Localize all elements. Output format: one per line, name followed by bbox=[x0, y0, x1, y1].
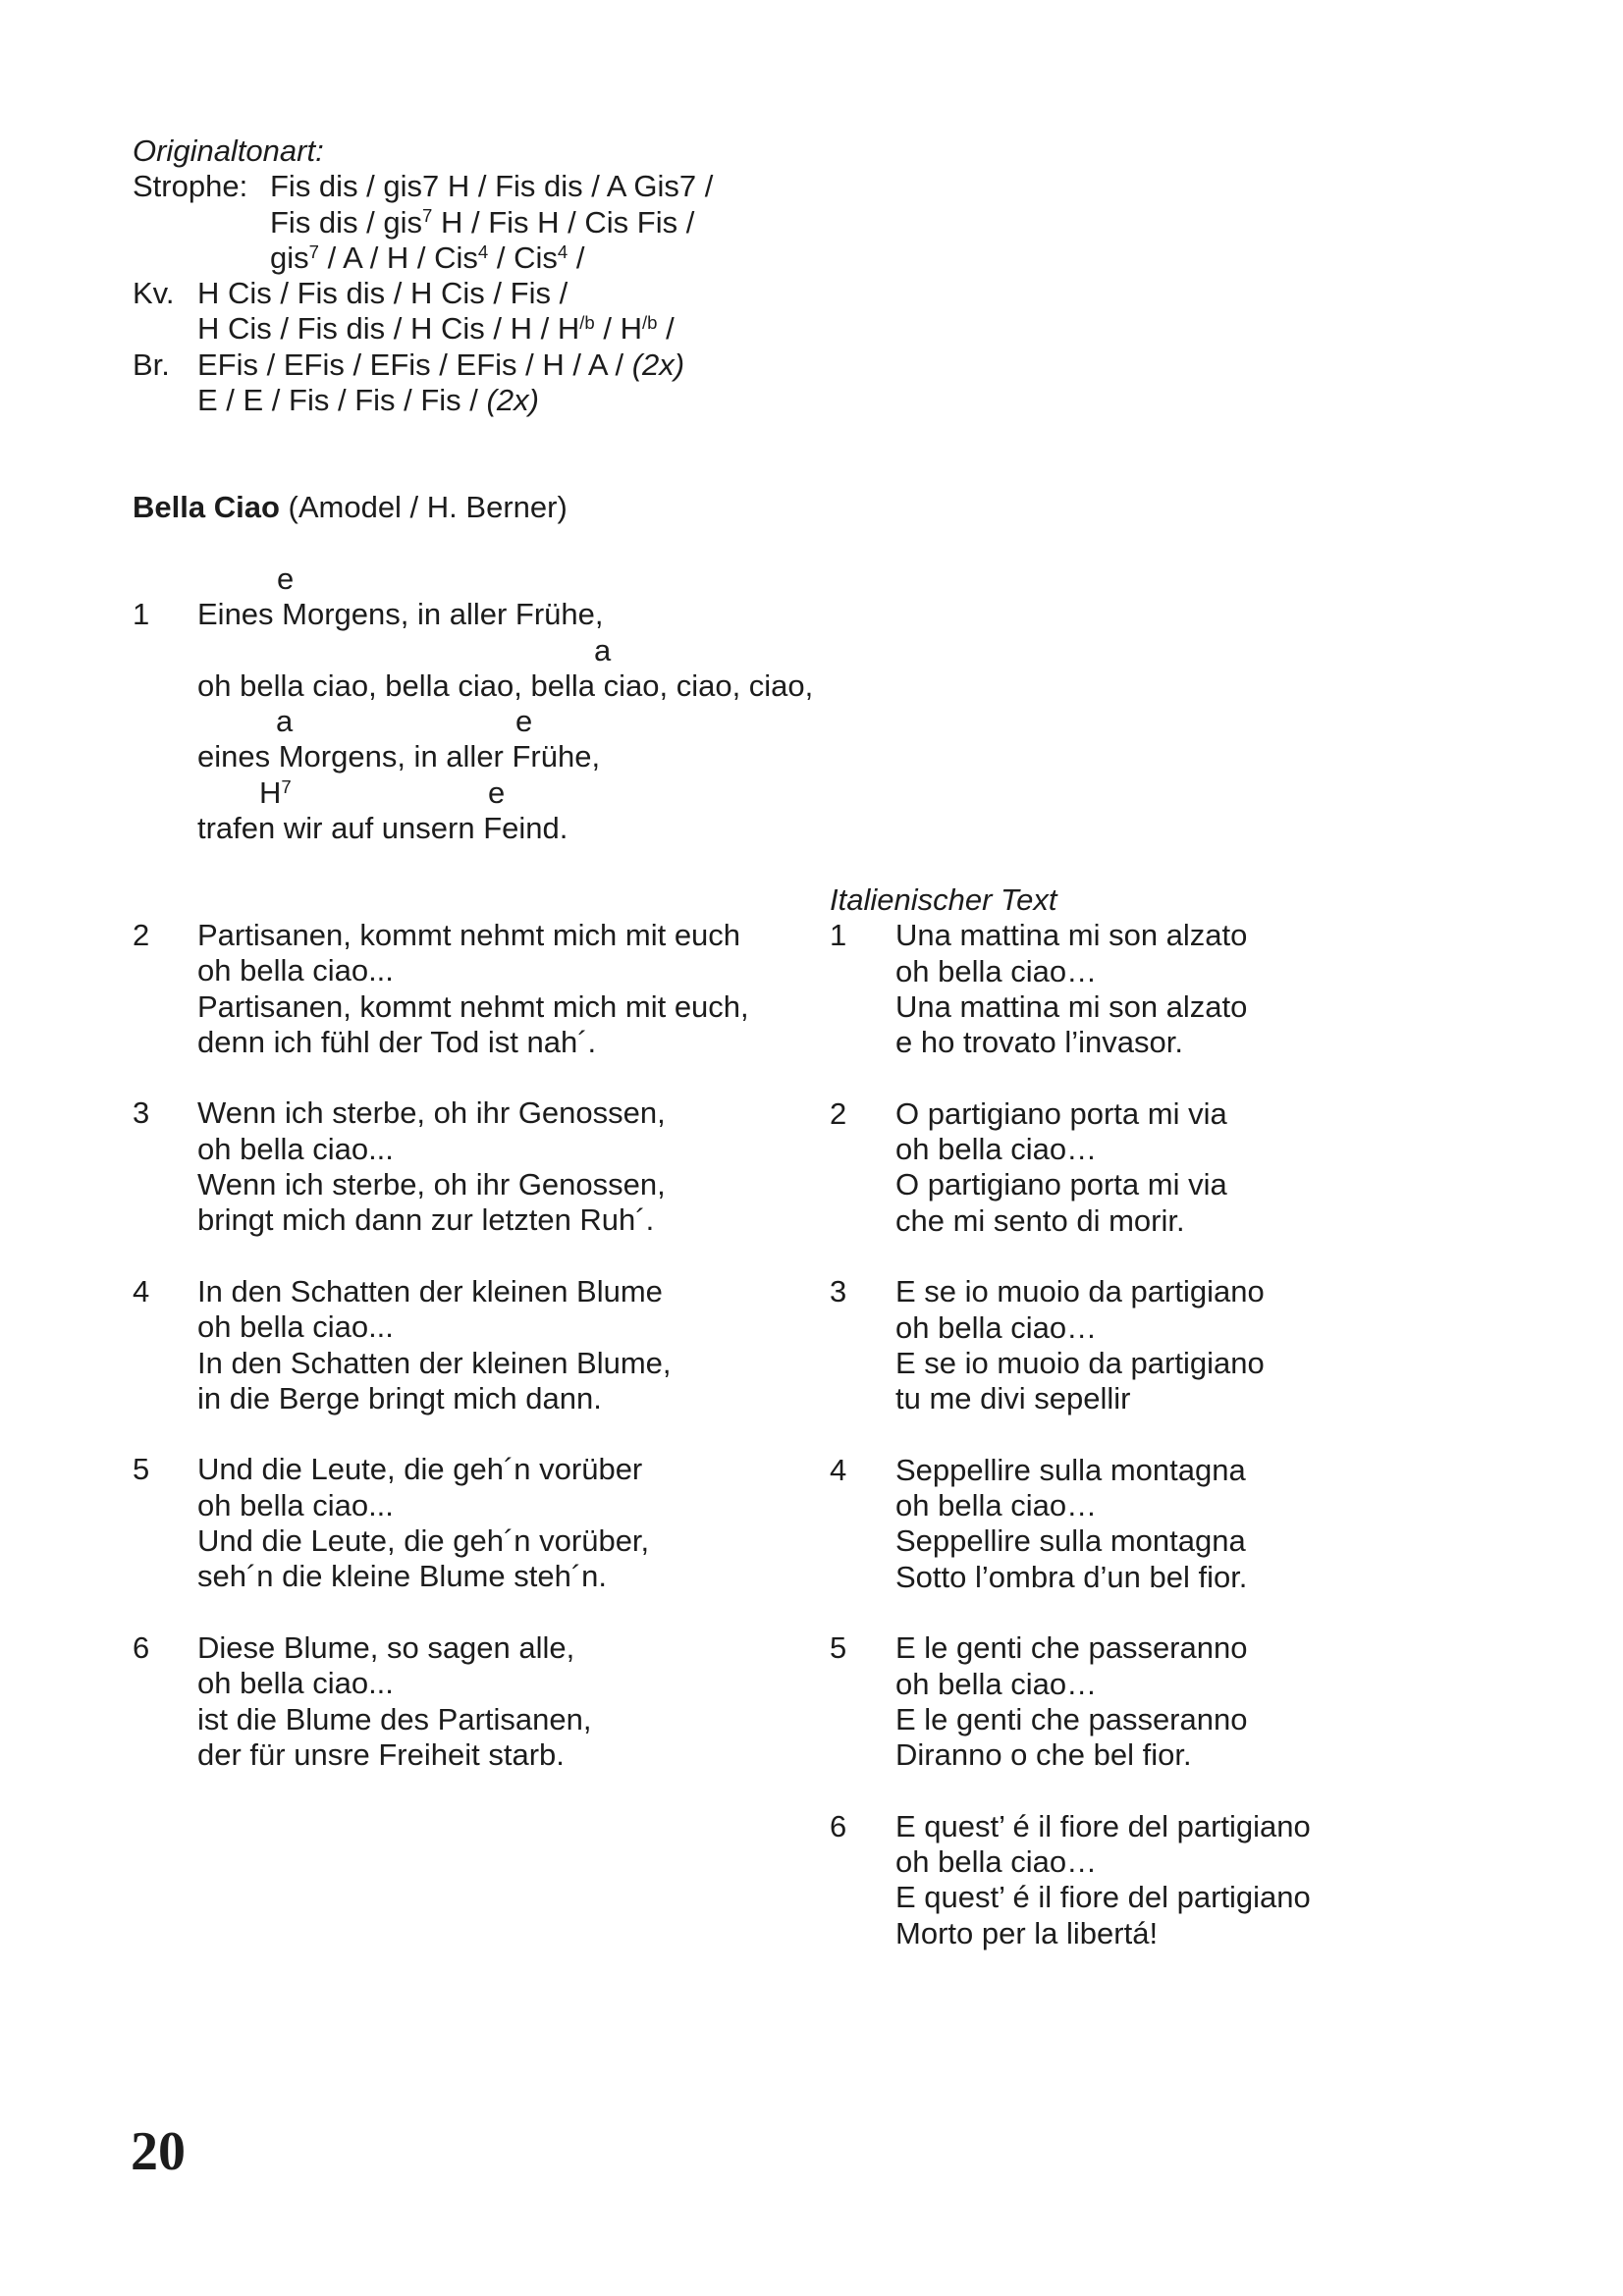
verse-number: 2 bbox=[133, 918, 150, 952]
verse bbox=[133, 1630, 810, 1773]
verse-number: 1 bbox=[830, 918, 847, 953]
verse bbox=[830, 1453, 1517, 1595]
lyric-line: Seppellire sulla montagna bbox=[895, 1523, 1246, 1559]
chord-row bbox=[133, 704, 879, 739]
lyric-row bbox=[133, 739, 879, 774]
lyric-line: E le genti che passeranno bbox=[895, 1701, 1248, 1736]
chord-line: EFis / EFis / EFis / EFis / H / A / (2x) bbox=[197, 347, 685, 382]
verse-number: 5 bbox=[830, 1630, 847, 1666]
verse bbox=[133, 1452, 810, 1594]
lyric-row bbox=[133, 668, 879, 704]
verse-number: 5 bbox=[133, 1452, 150, 1487]
lyric-line: oh bella ciao… bbox=[895, 1666, 1098, 1701]
lyric-line: oh bella ciao... bbox=[197, 953, 394, 988]
verse-number: 3 bbox=[133, 1095, 150, 1131]
chord-line: gis$^7$ / A / H / Cis$^4$ / Cis$^4$ / bbox=[270, 240, 585, 275]
verse bbox=[133, 918, 810, 1060]
lyric-line: Partisanen, kommt nehmt mich mit euch, bbox=[197, 988, 749, 1024]
lyric-line: O partigiano porta mi via bbox=[895, 1095, 1227, 1131]
verse bbox=[830, 1274, 1517, 1416]
lyric-line: oh bella ciao… bbox=[895, 1309, 1098, 1345]
chord-label: $H^7$ bbox=[259, 774, 292, 810]
lyric-line: Wenn ich sterbe, oh ihr Genossen, bbox=[197, 1167, 666, 1202]
lyric-line: oh bella ciao… bbox=[895, 1844, 1098, 1880]
strophe-chord-lines bbox=[270, 169, 713, 276]
verse bbox=[133, 1274, 810, 1416]
lyric-line: E quest’ é il fiore del partigiano bbox=[895, 1880, 1311, 1915]
verse-number: 3 bbox=[830, 1274, 847, 1309]
page-number: 20 bbox=[131, 2121, 186, 2182]
verse-number: 4 bbox=[830, 1452, 847, 1487]
chorus-chord-lines bbox=[197, 276, 675, 347]
chord-label: e bbox=[488, 774, 506, 810]
lyric-line: seh´n die kleine Blume steh´n. bbox=[197, 1559, 608, 1594]
lyric-line: Una mattina mi son alzato bbox=[895, 988, 1248, 1024]
lyric-line: che mi sento di morir. bbox=[895, 1202, 1185, 1238]
lyric-line: denn ich fühl der Tod ist nah´. bbox=[197, 1024, 597, 1059]
verse bbox=[830, 1809, 1517, 1951]
lyric-line: E quest’ é il fiore del partigiano bbox=[895, 1808, 1311, 1843]
lyric-row bbox=[133, 811, 879, 846]
lyric-line: Wenn ich sterbe, oh ihr Genossen, bbox=[197, 1095, 666, 1131]
chord-label: a bbox=[276, 704, 294, 739]
chord-line: H Cis / Fis dis / H Cis / Fis / bbox=[197, 276, 568, 311]
italian-verses bbox=[830, 882, 1517, 1987]
verse-1-with-chords bbox=[133, 561, 879, 846]
strophe-chords bbox=[133, 169, 713, 276]
chord-line: H Cis / Fis dis / H Cis / H / $H^{/b} / H^{/b}$ / bbox=[197, 311, 675, 347]
original-key-title: Originaltonart: bbox=[133, 133, 324, 168]
lyric-line: oh bella ciao… bbox=[895, 1488, 1098, 1523]
verse bbox=[830, 918, 1517, 1060]
verse-number: 6 bbox=[133, 1629, 150, 1665]
chord-label: a bbox=[594, 632, 612, 667]
lyric-line: ist die Blume des Partisanen, bbox=[197, 1701, 592, 1736]
bridge-chords bbox=[133, 347, 713, 419]
lyric-line: bringt mich dann zur letzten Ruh´. bbox=[197, 1202, 655, 1238]
lyric-row bbox=[133, 597, 879, 632]
lyric-line: oh bella ciao... bbox=[197, 1487, 394, 1522]
strophe-label: Strophe: bbox=[133, 169, 248, 204]
chord-label: e bbox=[277, 561, 295, 596]
lyric-line: Partisanen, kommt nehmt mich mit euch bbox=[197, 918, 741, 952]
verse-number: 4 bbox=[133, 1273, 150, 1308]
lyric-line: Diranno o che bel fior. bbox=[895, 1737, 1192, 1773]
lyric-line: oh bella ciao... bbox=[197, 1131, 394, 1166]
bridge-label: Br. bbox=[133, 347, 170, 382]
lyric-line: oh bella ciao… bbox=[895, 953, 1098, 988]
verse-number: 6 bbox=[830, 1808, 847, 1843]
chord-label: e bbox=[515, 704, 533, 739]
lyric-line: der für unsre Freiheit starb. bbox=[197, 1736, 565, 1772]
lyric-line: Seppellire sulla montagna bbox=[895, 1452, 1246, 1487]
lyric-line: oh bella ciao… bbox=[895, 1132, 1098, 1167]
bridge-chord-lines bbox=[197, 347, 684, 419]
lyric-line: Una mattina mi son alzato bbox=[895, 918, 1248, 953]
lyric-line: O partigiano porta mi via bbox=[895, 1167, 1227, 1202]
lyric-line: E se io muoio da partigiano bbox=[895, 1345, 1265, 1380]
original-key-section bbox=[133, 133, 713, 418]
lyric-line: E le genti che passeranno bbox=[895, 1630, 1248, 1666]
italian-heading: Italienischer Text bbox=[830, 882, 1057, 917]
chord-line: Fis dis / gis7 H / Fis dis / A Gis7 / bbox=[270, 169, 714, 204]
lyric-line: In den Schatten der kleinen Blume bbox=[197, 1273, 663, 1308]
lyric-line: Morto per la libertá! bbox=[895, 1915, 1159, 1950]
lyric-line: Und die Leute, die geh´n vorüber bbox=[197, 1452, 643, 1487]
song-title bbox=[133, 490, 568, 525]
song-name: Bella Ciao bbox=[133, 490, 280, 524]
song-credits: (Amodel / H. Berner) bbox=[288, 490, 568, 524]
chorus-chords bbox=[133, 276, 713, 347]
lyric-line: Sotto l’ombra d’un bel fior. bbox=[895, 1559, 1248, 1594]
lyric-line: e ho trovato l’invasor. bbox=[895, 1025, 1183, 1060]
german-verses bbox=[133, 918, 810, 1808]
chord-row bbox=[133, 633, 879, 668]
lyric-line: Diese Blume, so sagen alle, bbox=[197, 1629, 575, 1665]
verse-number: 1 bbox=[133, 597, 150, 632]
chord-row bbox=[133, 561, 879, 597]
verse bbox=[830, 1096, 1517, 1239]
lyric-line: in die Berge bringt mich dann. bbox=[197, 1380, 602, 1415]
lyric-line: Eines Morgens, in aller Frühe, bbox=[197, 597, 604, 632]
lyric-line: Und die Leute, die geh´n vorüber, bbox=[197, 1523, 650, 1559]
verse-number: 2 bbox=[830, 1095, 847, 1131]
chorus-label: Kv. bbox=[133, 276, 175, 311]
lyric-line: oh bella ciao... bbox=[197, 1666, 394, 1701]
verse bbox=[133, 1095, 810, 1238]
chord-line: Fis dis / gis$^7$ H / Fis H / Cis Fis / bbox=[270, 204, 695, 240]
lyric-line: In den Schatten der kleinen Blume, bbox=[197, 1345, 672, 1380]
lyric-line: trafen wir auf unsern Feind. bbox=[197, 811, 568, 846]
verse bbox=[830, 1630, 1517, 1773]
chord-line: E / E / Fis / Fis / Fis / (2x) bbox=[197, 383, 539, 418]
lyric-line: eines Morgens, in aller Frühe, bbox=[197, 739, 601, 774]
lyric-line: oh bella ciao... bbox=[197, 1309, 394, 1345]
lyric-line: E se io muoio da partigiano bbox=[895, 1274, 1265, 1309]
chord-row bbox=[133, 775, 879, 811]
lyric-line: oh bella ciao, bella ciao, bella ciao, ciao, ciao, bbox=[197, 667, 814, 703]
lyric-line: tu me divi sepellir bbox=[895, 1381, 1131, 1416]
